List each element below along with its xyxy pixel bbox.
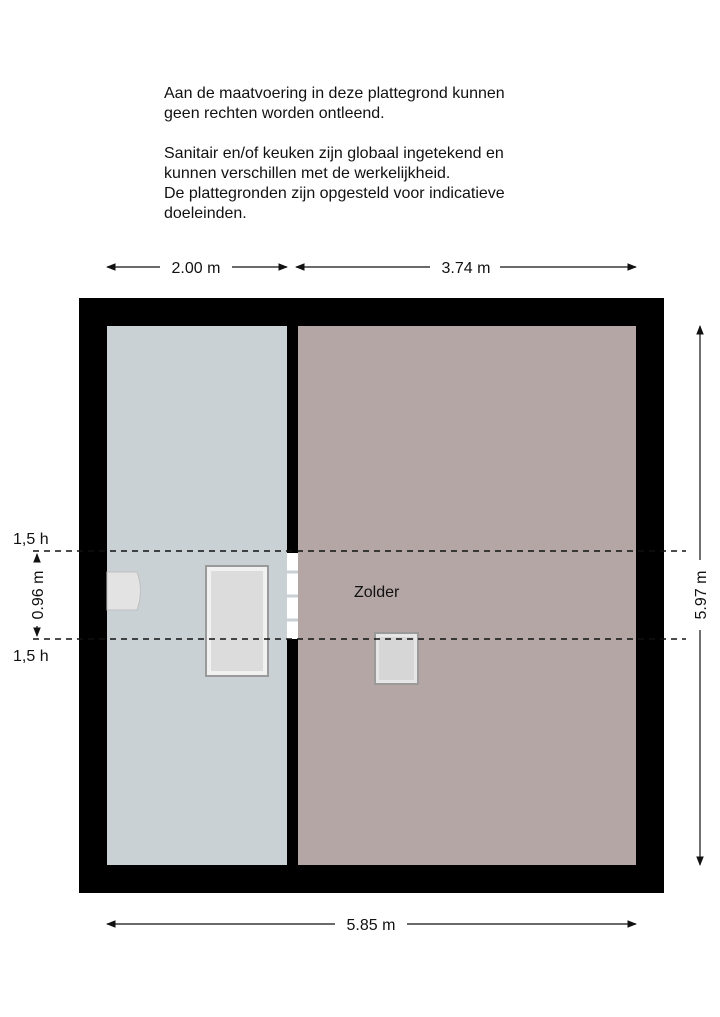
dim-top-right-label: 3.74 m [441, 260, 491, 277]
skylight-left-inner [211, 571, 263, 671]
room-zolder [298, 326, 636, 865]
dim-top-left-label: 2.00 m [171, 260, 221, 277]
disclaimer-line-5: De plattegronden zijn opgesteld voor indicatieve [164, 185, 505, 202]
disclaimer-line-3: Sanitair en/of keuken zijn globaal ingetekend en [164, 145, 504, 162]
hatch-zolder-inner [379, 637, 414, 680]
height-label-bottom: 1,5 h [13, 648, 49, 665]
left-wall-fixture [107, 572, 141, 610]
dim-right-label: 5.97 m [693, 570, 710, 620]
disclaimer-line-2: geen rechten worden ontleend. [164, 105, 385, 122]
disclaimer-line-1: Aan de maatvoering in deze plattegrond kunnen [164, 85, 505, 102]
dim-left-label: 0.96 m [30, 570, 47, 620]
disclaimer-line-4: kunnen verschillen met de werkelijkheid. [164, 165, 451, 182]
dim-bottom-label: 5.85 m [346, 917, 396, 934]
disclaimer-line-6: doeleinden. [164, 205, 247, 222]
height-label-top: 1,5 h [13, 531, 49, 548]
room-label-zolder: Zolder [354, 584, 400, 601]
